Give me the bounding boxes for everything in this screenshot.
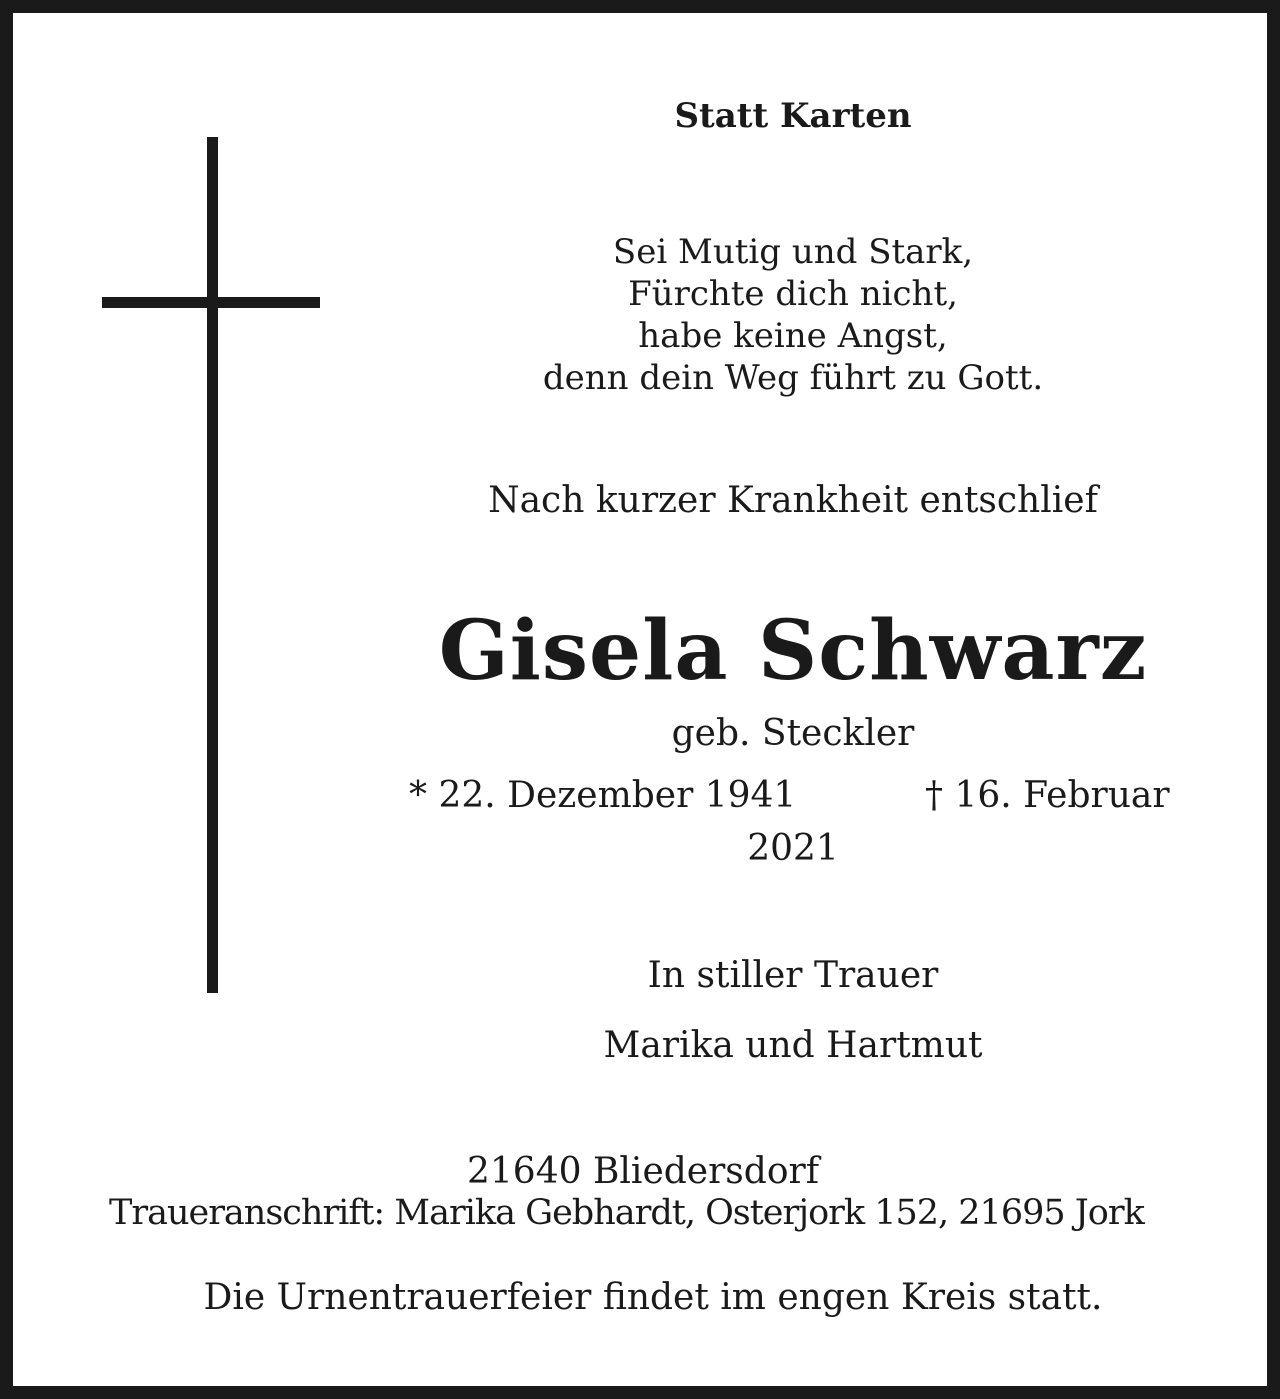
mourning-address: Traueranschrift: Marika Gebhardt, Osterjork 152, 21695 Jork: [109, 1193, 1144, 1233]
mourning-text: In stiller Trauer: [647, 955, 939, 996]
deceased-name: Gisela Schwarz: [438, 603, 1148, 699]
death-year: 2021: [747, 828, 839, 869]
birth-date: * 22. Dezember 1941: [409, 775, 797, 816]
verse-line: Sei Mutig und Stark,: [612, 232, 974, 272]
verse-line: denn dein Weg führt zu Gott.: [542, 358, 1044, 398]
place: 21640 Bliedersdorf: [467, 1151, 820, 1192]
verse-line: Fürchte dich nicht,: [628, 274, 958, 314]
cross-icon: [207, 137, 218, 993]
maiden-name: geb. Steckler: [671, 713, 915, 754]
cross-icon-crossbar: [102, 297, 320, 308]
verse-line: habe keine Angst,: [638, 316, 948, 356]
header-statt-karten: Statt Karten: [674, 96, 912, 136]
mourners: Marika und Hartmut: [603, 1025, 983, 1066]
death-date: † 16. Februar: [925, 775, 1170, 816]
ceremony-note: Die Urnentrauerfeier findet im engen Kreis statt.: [203, 1277, 1103, 1318]
verse: [393, 231, 1193, 399]
intro-text: Nach kurzer Krankheit entschlief: [488, 480, 1098, 521]
